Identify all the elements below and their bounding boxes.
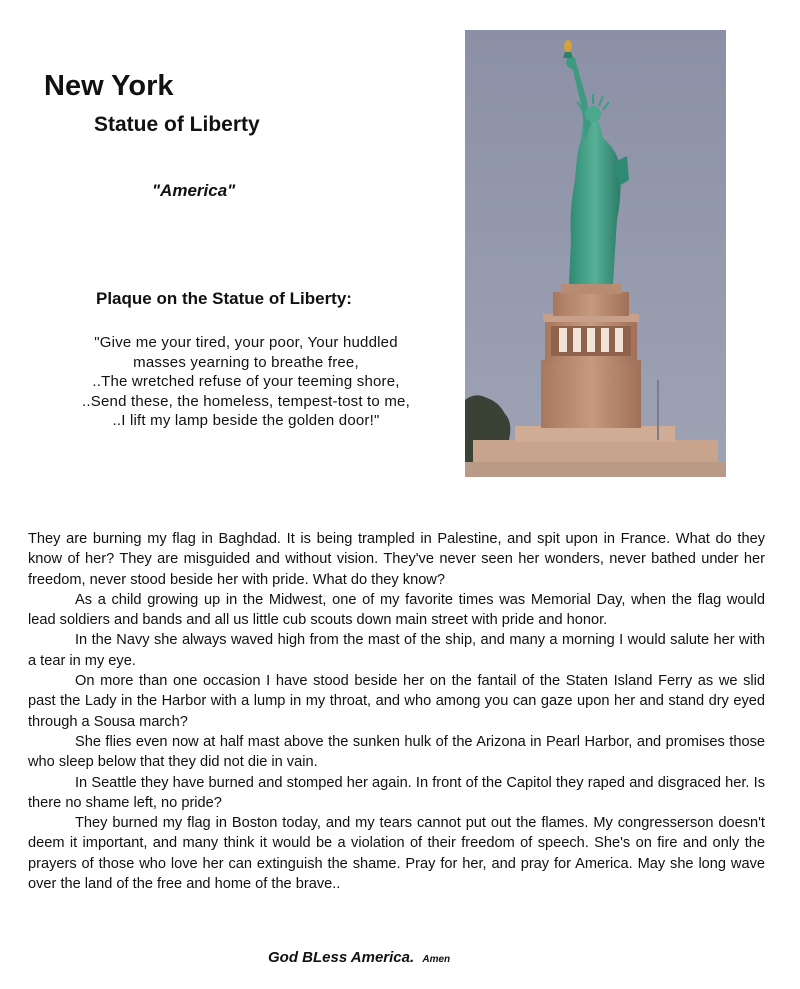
poem-line: "Give me your tired, your poor, Your huddled [94, 334, 398, 351]
plaque-heading: Plaque on the Statue of Liberty: [96, 289, 352, 308]
poem-line: masses yearning to breathe free, [133, 353, 359, 371]
closing-line [268, 949, 450, 966]
paragraph: On more than one occasion I have stood beside her on the fantail of the Staten Island Ferry as we slid past the Lady in the Harbor with a lump in my throat, and who among you can gaze upon her and stand dry eyed through a Sousa march? [28, 673, 765, 730]
paragraph: They burned my flag in Boston today, and my tears cannot put out the flames. My congresserson doesn't deem it important, and many think it would be a violation of their freedom of speech. She's on fire and only the prayers of those who love her can extinguish the shame. Pray for her, and pray for America. May she long wave over the land of the free and home of the brave.. [28, 815, 765, 893]
song-title: "America" [152, 181, 236, 200]
statue-head [585, 106, 601, 122]
poem-line: ..I lift my lamp beside the golden door!" [112, 412, 380, 429]
plaque-poem [36, 333, 456, 431]
body-text [28, 529, 765, 894]
paragraph: As a child growing up in the Midwest, one of my favorite times was Memorial Day, when the flag would lead soldiers and bands and all us little cub scouts down main street with pride and honor. [28, 591, 765, 629]
pedestal [541, 360, 641, 428]
page-subtitle: Statue of Liberty [94, 113, 260, 136]
paragraph: In the Navy she always waved high from the mast of the ship, and many a morning I would salute her with a tear in my eye. [28, 632, 765, 669]
paragraph: She flies even now at half mast above the sunken hulk of the Arizona in Pearl Harbor, and promises those who sleep below that they did not die in vain. [28, 733, 765, 771]
poem-line: ..The wretched refuse of your teeming shore, [92, 373, 400, 390]
statue-of-liberty-photo [465, 30, 726, 477]
poem-line: ..Send these, the homeless, tempest-tost to me, [82, 392, 410, 410]
paragraph: They are burning my flag in Baghdad. It is being trampled in Palestine, and spit upon in France. What do they know of her? They are misguided and without vision. They've never seen her wonders, never bathed under her freedom, never stood beside her with pride. What do they know? [28, 531, 765, 588]
paragraph: In Seattle they have burned and stomped her again. In front of the Capitol they raped and disgraced her. Is there no shame left, no pride? [28, 774, 765, 811]
page-title: New York [44, 70, 174, 102]
closing-amen: Amen [422, 954, 451, 965]
closing-blessing: God BLess America. [268, 949, 415, 966]
torch-flame [564, 40, 572, 52]
